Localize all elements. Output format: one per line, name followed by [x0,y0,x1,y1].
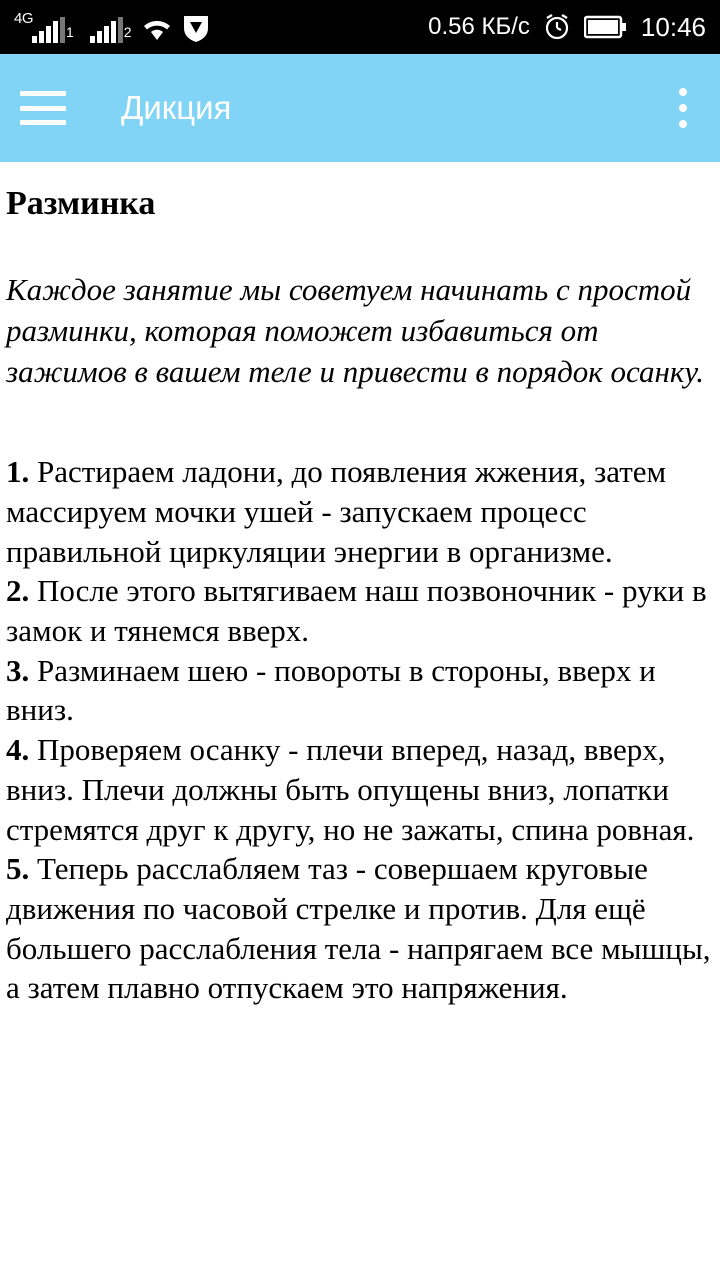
alarm-icon [543,13,571,41]
step-number: 5. [6,851,30,887]
signal-bars-icon [32,17,65,43]
mobile-signal-sim2 [90,11,132,43]
network-type-label: 4G [14,10,34,27]
step-text: Разминаем шею - повороты в стороны, вверх и вниз. [6,652,656,728]
overflow-menu-icon[interactable] [678,88,688,128]
status-bar-right [428,12,706,43]
step-number: 4. [6,732,30,768]
step-text: Теперь расслабляем таз - совершаем круговые движения по часовой стрелке и против. Для ещё большего расслабления тела - напрягаем все мышцы, а затем плавно отпускаем это напряжения. [6,851,711,1006]
status-bar-left [14,11,210,43]
wifi-icon [142,17,172,43]
page-title: Разминка [6,185,156,222]
list-item [6,730,714,849]
app-bar [0,54,720,162]
step-text: Проверяем осанку - плечи вперед, назад, вверх, вниз. Плечи должны быть опущены вниз, лопатки стремятся друг к другу, но не зажаты, спина ровная. [6,732,695,847]
list-item [6,571,714,650]
app-title: Дикция [121,89,232,126]
step-number: 1. [6,454,30,490]
list-item [6,849,714,1008]
sim1-label: 1 [66,24,74,41]
steps-list [6,452,714,1007]
list-item [6,651,714,730]
step-text: Растираем ладони, до появления жжения, затем массируем мочки ушей - запускаем процесс правильной циркуляции энергии в организме. [6,454,667,569]
step-number: 2. [6,573,30,609]
battery-icon [584,14,628,40]
signal-bars-icon-2 [90,17,123,43]
hamburger-menu-icon[interactable] [20,91,66,125]
status-bar [0,0,720,54]
clock-label: 10:46 [640,11,706,42]
shield-icon [182,13,210,43]
step-text: После этого вытягиваем наш позвоночник - руки в замок и тянемся вверх. [6,573,707,649]
article-intro: Каждое занятие мы советуем начинать с простой разминки, которая поможет избавиться от зажимов в вашем теле и привести в порядок осанку. [6,271,704,390]
step-number: 3. [6,652,30,688]
article-content [0,162,720,1008]
sim2-label: 2 [123,24,132,41]
mobile-signal-sim1 [14,11,74,43]
data-speed-label: 0.56 КБ/с [428,13,530,40]
list-item [6,452,714,571]
